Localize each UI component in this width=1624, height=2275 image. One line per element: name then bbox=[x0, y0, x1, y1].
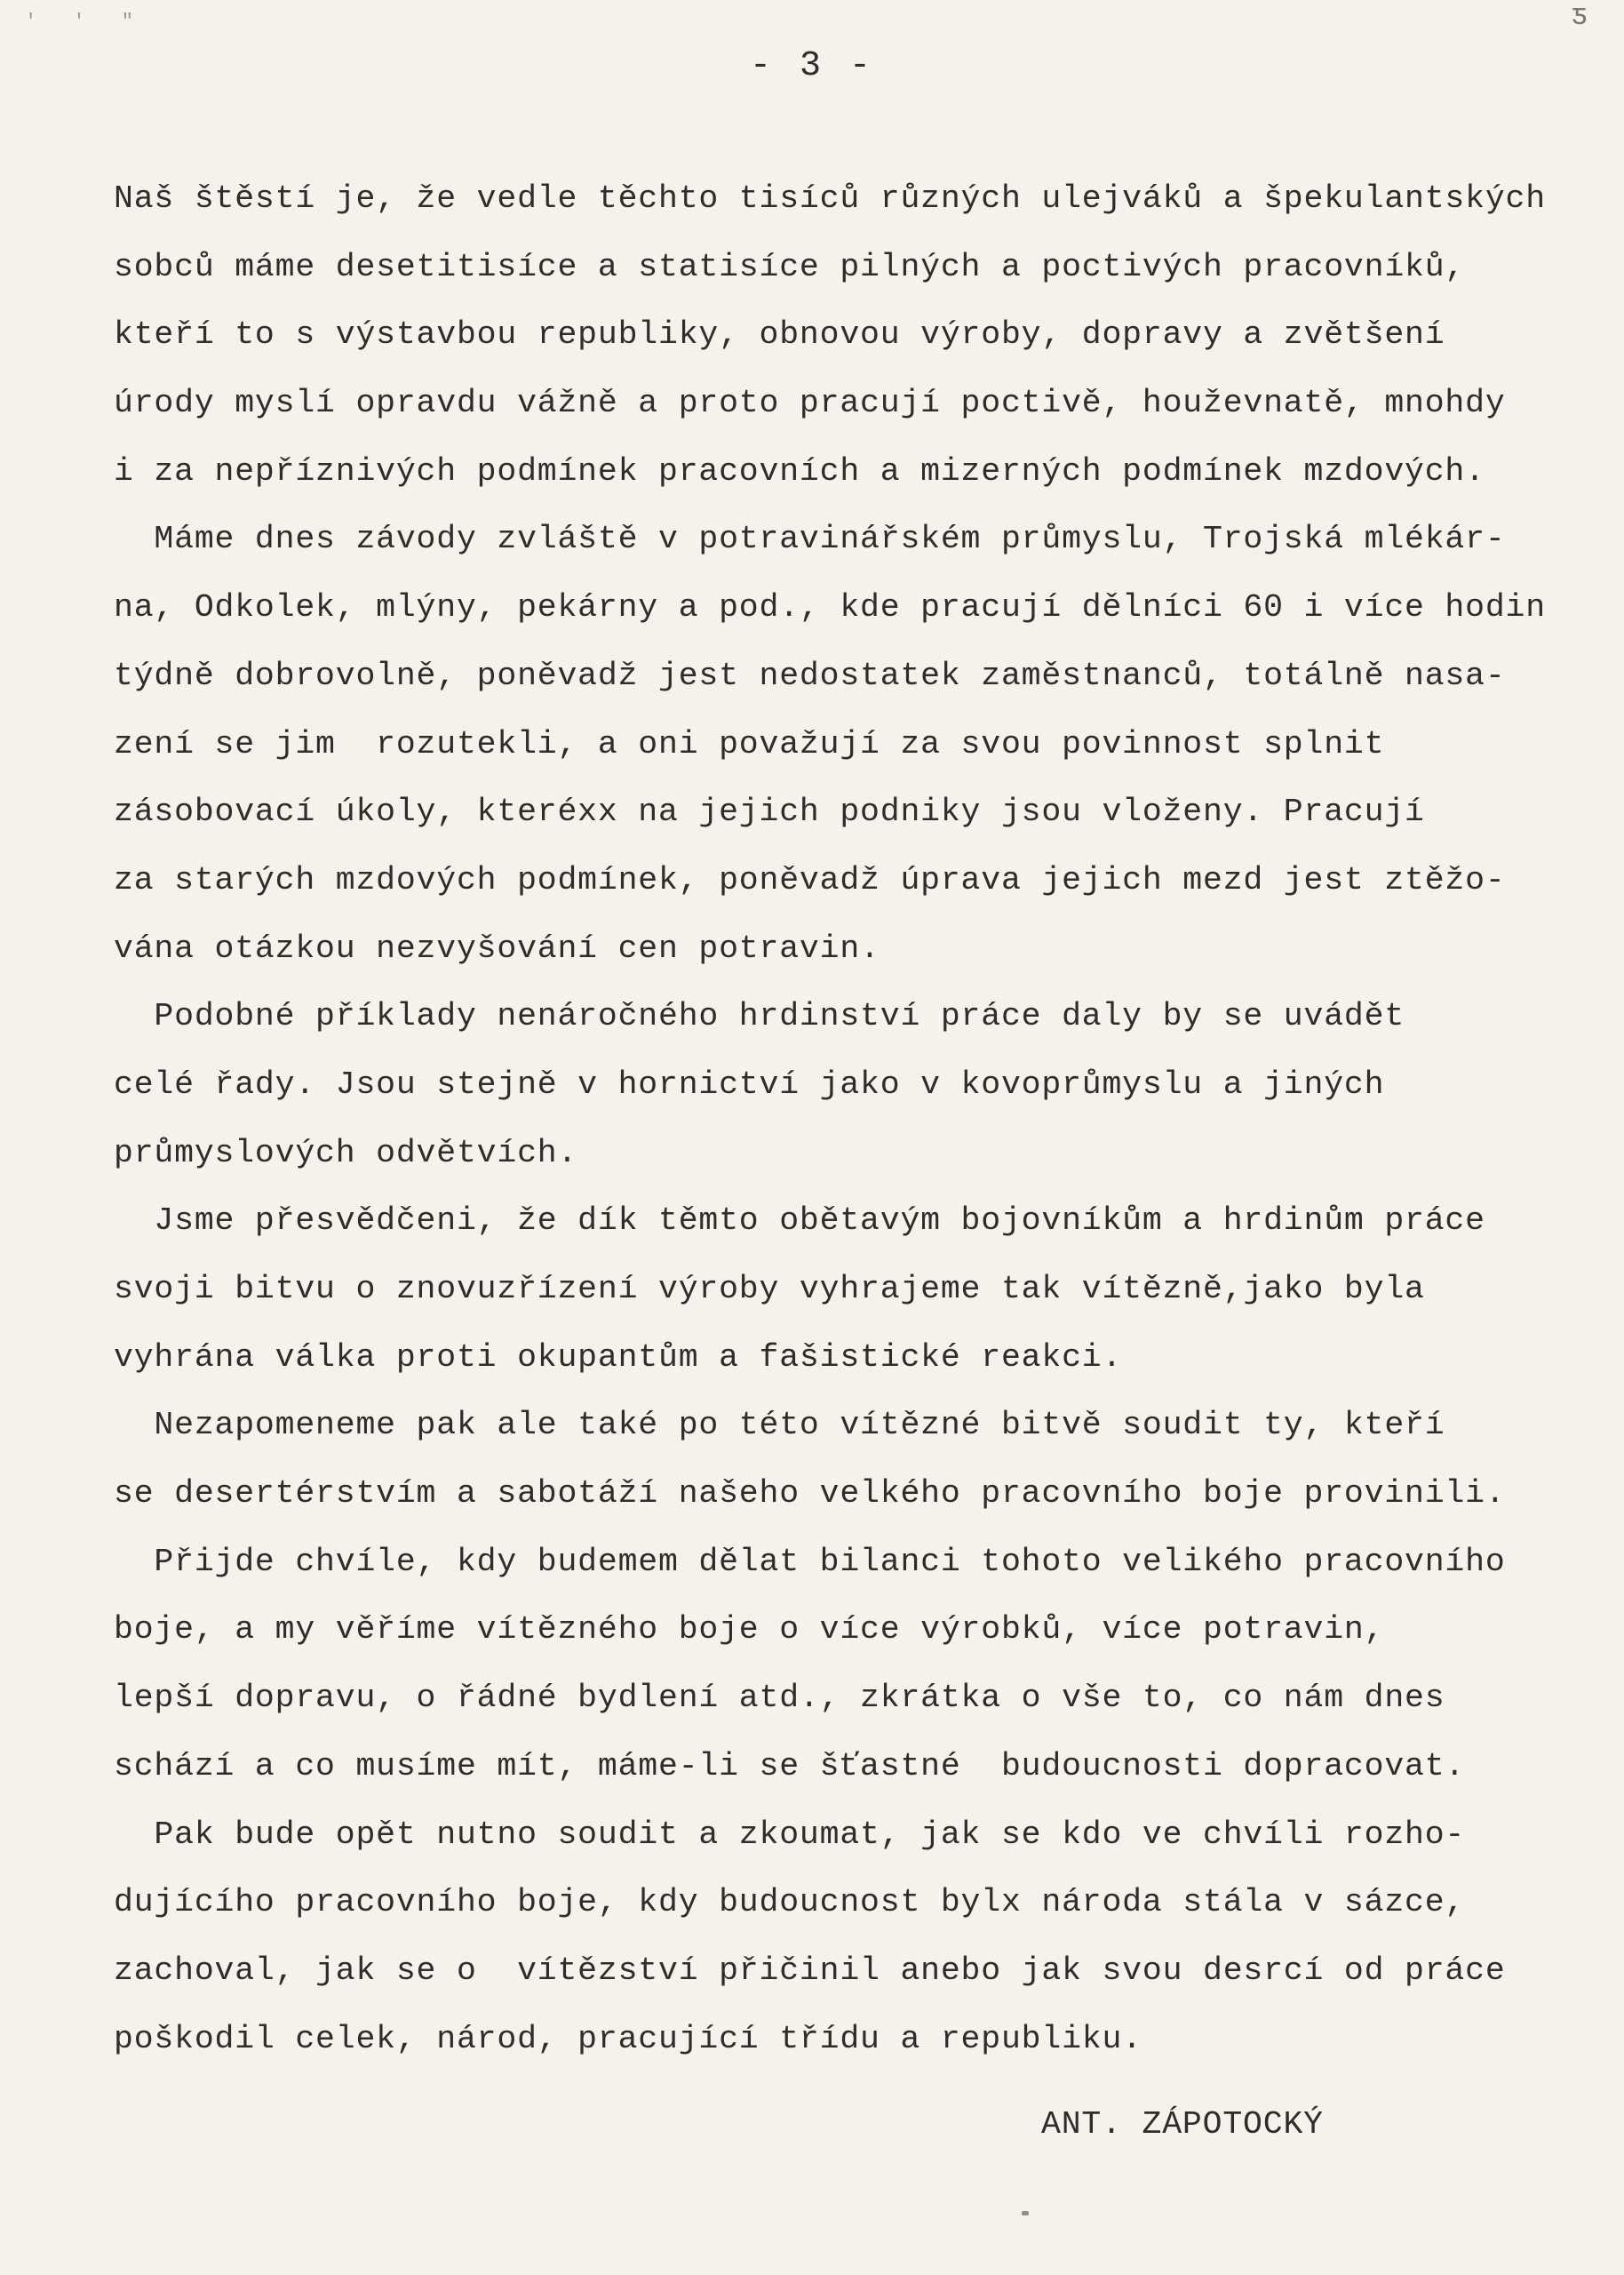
text-line: celé řady. Jsou stejně v hornictví jako v kovoprůmyslu a jiných bbox=[114, 1066, 1385, 1103]
text-line: Nezapomeneme pak ale také po této vítězné bitvě soudit ty, kteří bbox=[114, 1407, 1445, 1444]
text-line: týdně dobrovolně, poněvadž jest nedostatek zaměstnanců, totálně nasa- bbox=[114, 657, 1506, 694]
page-number: - 3 - bbox=[749, 46, 875, 86]
text-line: sobců máme desetitisíce a statisíce pilných a poctivých pracovníků, bbox=[114, 248, 1466, 285]
text-line: vána otázkou nezvyšování cen potravin. bbox=[114, 930, 880, 967]
corner-mark: ƽ bbox=[1570, 0, 1588, 34]
text-line: kteří to s výstavbou republiky, obnovou výroby, dopravy a zvětšení bbox=[114, 316, 1445, 354]
text-line: na, Odkolek, mlýny, pekárny a pod., kde pracují dělníci 60 i více hodin bbox=[114, 589, 1546, 627]
text-line: Jsme přesvědčeni, že dík těmto obětavým bojovníkům a hrdinům práce bbox=[114, 1202, 1485, 1240]
text-line: poškodil celek, národ, pracující třídu a republiku. bbox=[114, 2020, 1142, 2057]
text-line: zachoval, jak se o vítězství přičinil anebo jak svou desrcí od práce bbox=[114, 1952, 1506, 1989]
text-line: boje, a my věříme vítězného boje o více výrobků, více potravin, bbox=[114, 1611, 1385, 1648]
text-line: úrody myslí opravdu vážně a proto pracují poctivě, houževnatě, mnohdy bbox=[114, 385, 1506, 422]
text-line: za starých mzdových podmínek, poněvadž úprava jejich mezd jest ztěžo- bbox=[114, 861, 1506, 898]
signature: ANT. ZÁPOTOCKÝ bbox=[1041, 2106, 1324, 2143]
text-line: se desertérstvím a sabotáží našeho velkého pracovního boje provinili. bbox=[114, 1475, 1506, 1513]
body-text bbox=[114, 165, 1606, 2073]
text-line: Přijde chvíle, kdy budemem dělat bilanci tohoto velikého pracovního bbox=[114, 1543, 1506, 1580]
text-line: průmyslových odvětvích. bbox=[114, 1134, 578, 1171]
ink-speck bbox=[1022, 2211, 1029, 2215]
text-line: zásobovací úkoly, kteréxx na jejich podniky jsou vloženy. Pracují bbox=[114, 794, 1425, 831]
text-line: Máme dnes závody zvláště v potravinářském průmyslu, Trojská mlékár- bbox=[114, 521, 1506, 558]
text-line: zení se jim rozutekli, a oni považují za svou povinnost splnit bbox=[114, 725, 1385, 762]
text-line: Naš štěstí je, že vedle těchto tisíců různých ulejváků a špekulantských bbox=[114, 180, 1546, 217]
text-line: Podobné příklady nenáročného hrdinství práce daly by se uvádět bbox=[114, 998, 1405, 1035]
text-line: schází a co musíme mít, máme-li se šťastné budoucnosti dopracovat. bbox=[114, 1747, 1466, 1784]
text-line: vyhrána válka proti okupantům a fašistické reakci. bbox=[114, 1338, 1123, 1376]
text-line: lepší dopravu, o řádné bydlení atd., zkrátka o vše to, co nám dnes bbox=[114, 1680, 1445, 1717]
margin-marks: ' ' " bbox=[25, 11, 147, 33]
text-line: Pak bude opět nutno soudit a zkoumat, jak se kdo ve chvíli rozho- bbox=[114, 1816, 1466, 1853]
text-line: svoji bitvu o znovuzřízení výroby vyhrajeme tak vítězně,jako byla bbox=[114, 1271, 1425, 1307]
text-line: dujícího pracovního boje, kdy budoucnost bylx národa stála v sázce, bbox=[114, 1884, 1466, 1921]
text-line: i za nepříznivých podmínek pracovních a mizerných podmínek mzdových. bbox=[114, 452, 1485, 490]
